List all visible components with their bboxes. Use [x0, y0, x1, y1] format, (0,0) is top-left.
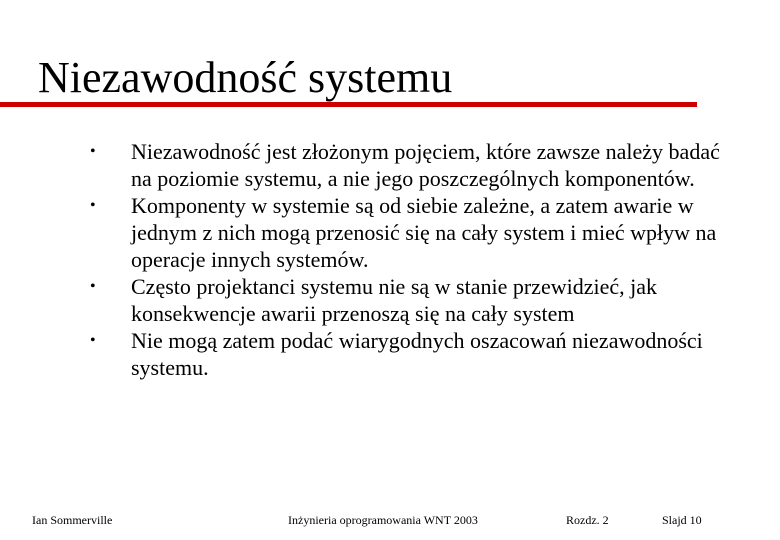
bullet-item-1 [0, 138, 746, 192]
bullet-dot-icon: • [90, 332, 96, 349]
footer-slide-number: Slajd 10 [662, 513, 702, 527]
bullet-text: Niezawodność jest złożonym pojęciem, które zawsze należy badać na poziomie systemu, a nie jego poszczególnych komponentów. [131, 139, 720, 191]
title-underline [0, 102, 697, 107]
bullet-text: Nie mogą zatem podać wiarygodnych oszacowań niezawodności systemu. [131, 328, 703, 380]
bullet-dot-icon: • [90, 197, 96, 214]
bullet-item-2 [0, 192, 746, 273]
bullet-text: Często projektanci systemu nie są w stanie przewidzieć, jak konsekwencje awarii przenoszą się na cały system [131, 274, 657, 326]
bullet-text: Komponenty w systemie są od siebie zależne, a zatem awarie w jednym z nich mogą przenosić się na cały system i mieć wpływ na operacje innych systemów. [131, 193, 717, 272]
bullet-list [0, 138, 780, 381]
bullet-dot-icon: • [90, 143, 96, 160]
footer-chapter: Rozdz. 2 [566, 513, 609, 527]
footer-author: Ian Sommerville [32, 513, 113, 527]
footer-course: Inżynieria oprogramowania WNT 2003 [288, 513, 478, 527]
bullet-item-4 [0, 327, 746, 381]
bullet-item-3 [0, 273, 746, 327]
bullet-dot-icon: • [90, 278, 96, 295]
slide-title: Niezawodność systemu [38, 53, 453, 102]
